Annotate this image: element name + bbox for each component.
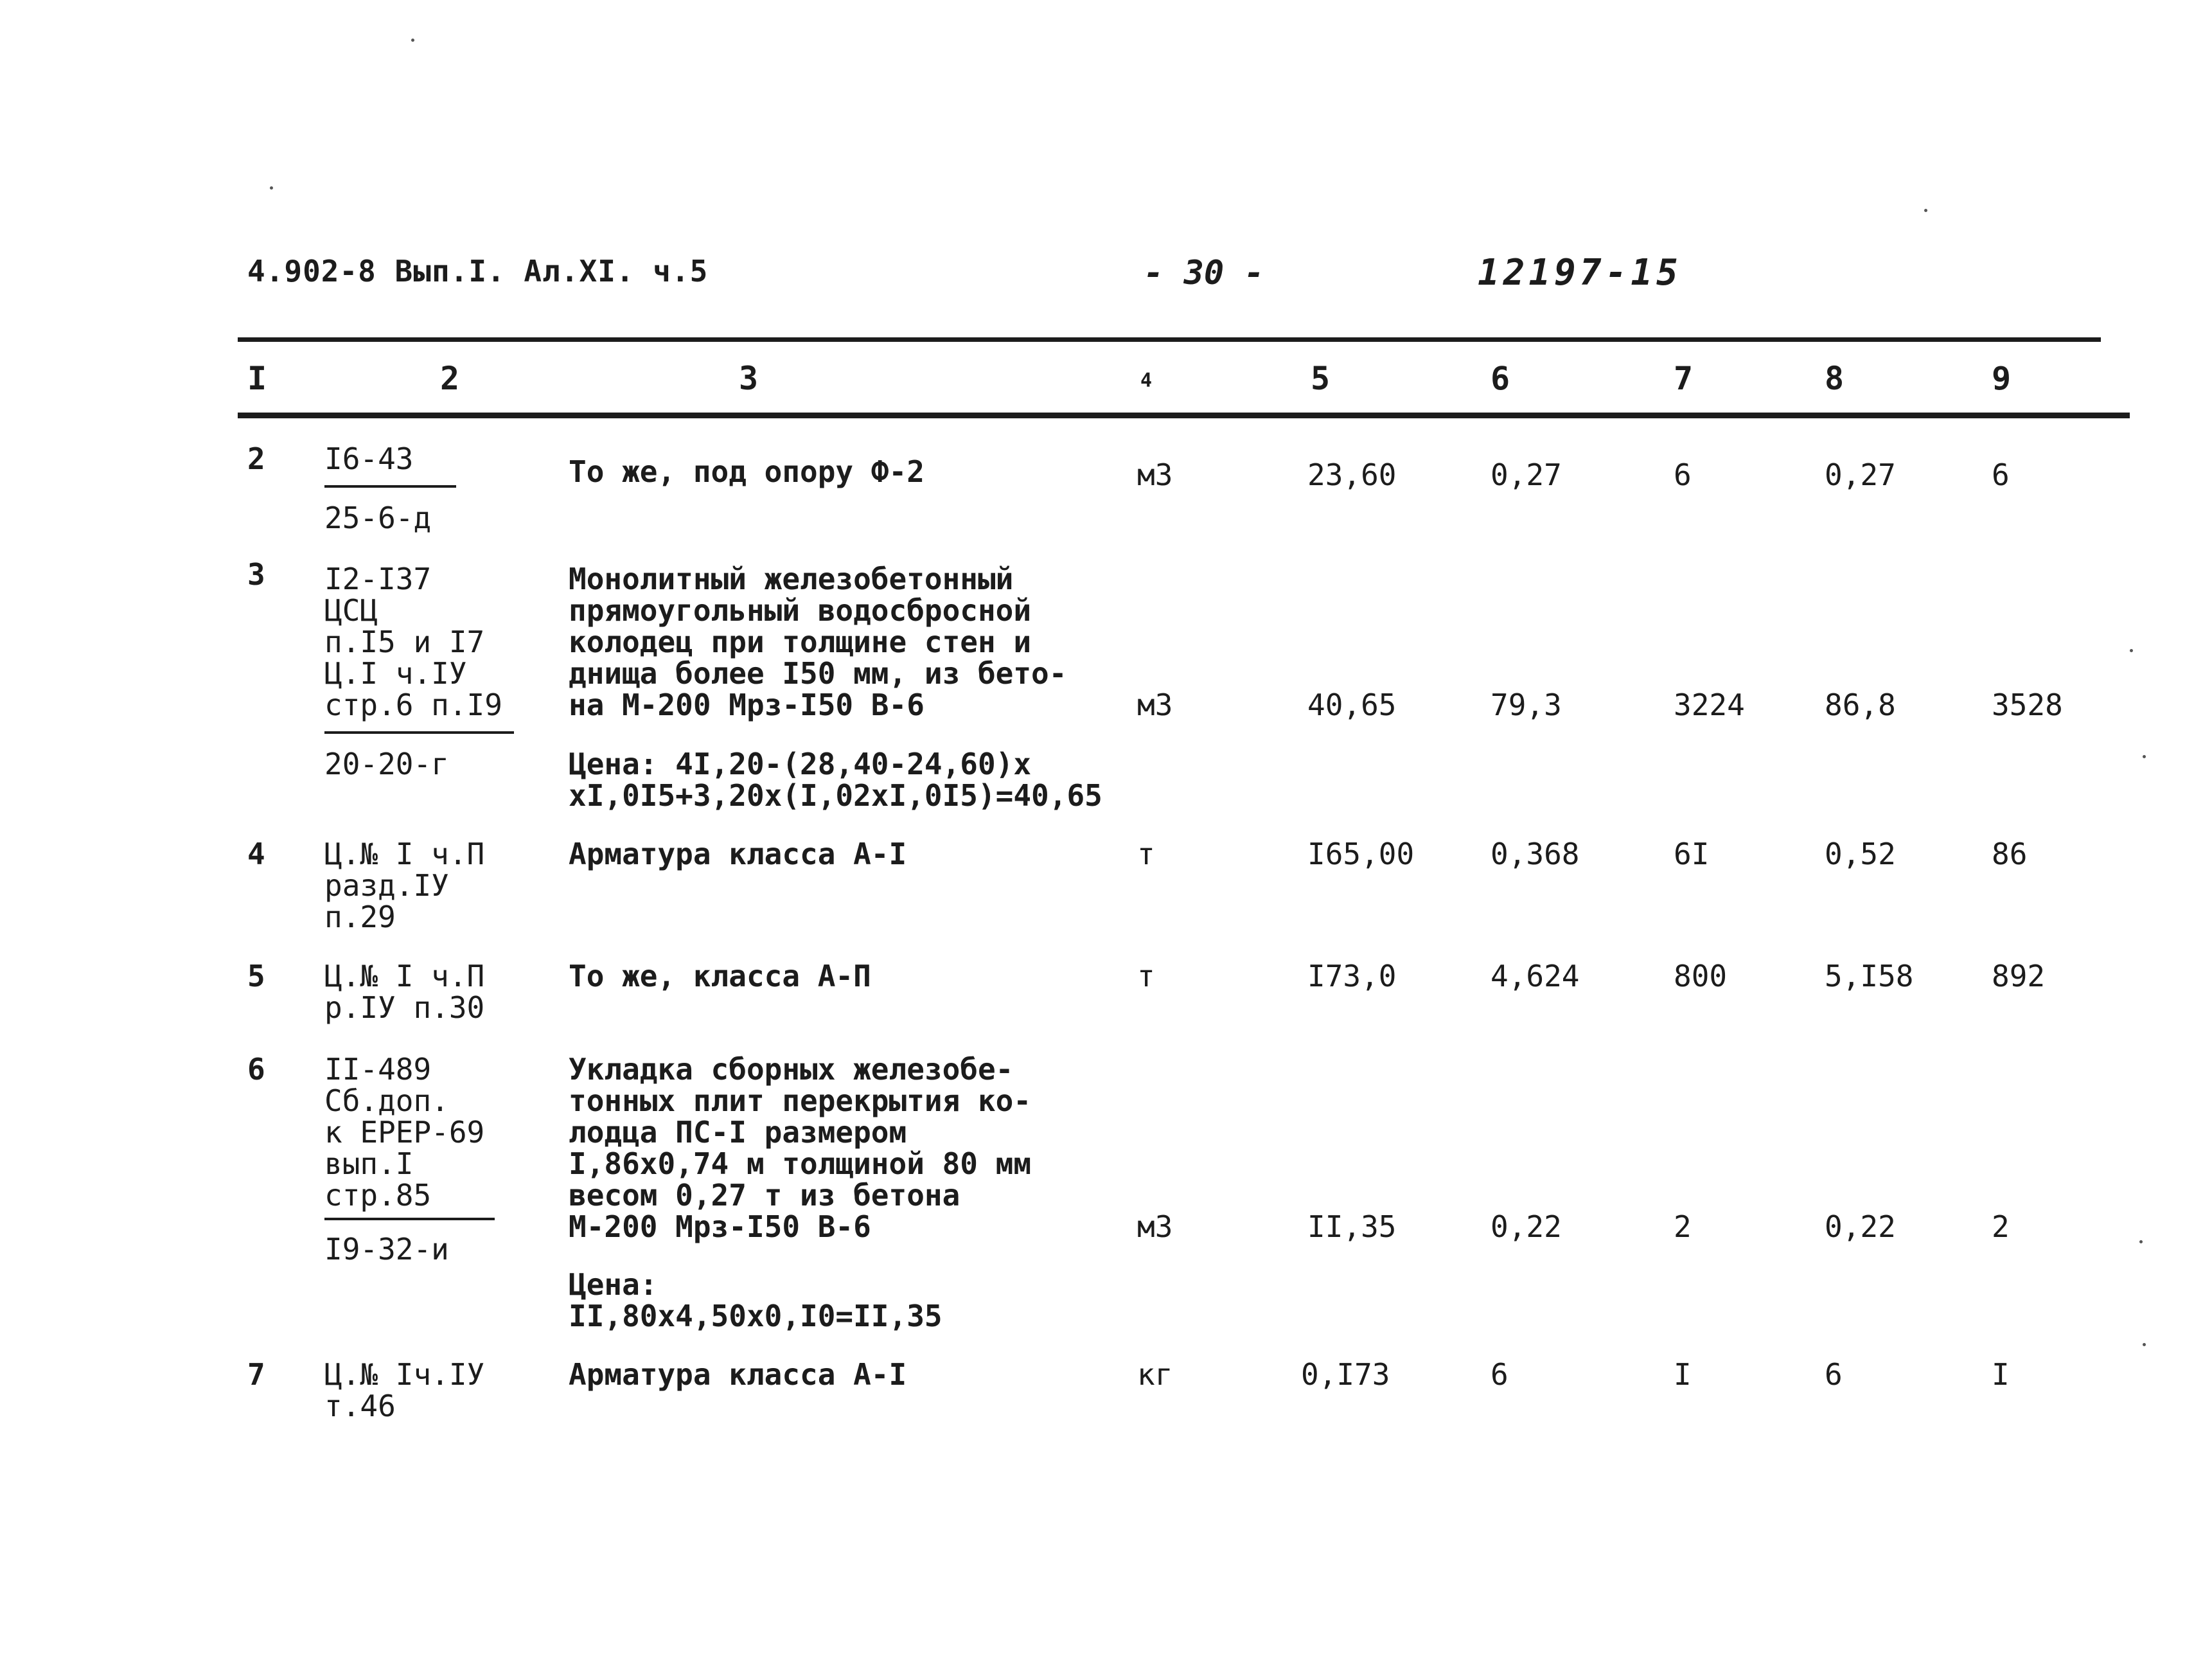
norm-code: Ц.№ Iч.IУ т.46: [324, 1357, 485, 1423]
cost-b: 6: [1992, 458, 2010, 492]
unit: т: [1137, 837, 1155, 871]
unit: м3: [1137, 688, 1173, 722]
price-code: 25-6-д: [324, 501, 432, 535]
table-header-rule: [238, 413, 2130, 418]
column-header-1: I: [247, 360, 267, 397]
unit-price: II,35: [1307, 1209, 1397, 1244]
cost-b: 892: [1992, 959, 2046, 993]
row-number: 6: [247, 1052, 265, 1087]
price-code: 20-20-г: [324, 747, 449, 781]
cost-a: I: [1674, 1357, 1692, 1392]
scan-speck: [2143, 755, 2146, 758]
cost-a: 3224: [1674, 688, 1745, 722]
row-number: 3: [247, 557, 265, 592]
scan-speck: [2130, 649, 2133, 652]
column-header-2: 2: [440, 360, 460, 397]
cost-b: 86: [1992, 837, 2028, 871]
quantity-b: 0,22: [1825, 1209, 1896, 1244]
archive-number: 12197-15: [1478, 252, 1682, 294]
unit: м3: [1137, 458, 1173, 492]
norm-code: I6-43: [324, 441, 414, 476]
unit-price: 0,I73: [1301, 1357, 1390, 1392]
column-header-6: 6: [1491, 360, 1510, 397]
quantity-a: 79,3: [1491, 688, 1562, 722]
work-description: То же, класса А-П: [569, 959, 871, 993]
norm-code: Ц.№ I ч.П разд.IУ п.29: [324, 837, 485, 934]
cost-b: 2: [1992, 1209, 2010, 1244]
quantity-a: 0,22: [1491, 1209, 1562, 1244]
work-description: Укладка сборных железобе- тонных плит перекрытия ко- лодца ПС-I размером I,86х0,74 м толщиной 80 мм весом 0,27 т из бетона М-200 Мрз-I50 В-6: [569, 1052, 1032, 1244]
quantity-a: 6: [1491, 1357, 1509, 1392]
price-code: I9-32-и: [324, 1232, 449, 1267]
unit-price: I65,00: [1307, 837, 1415, 871]
price-calculation: Цена: 4I,20-(28,40-24,60)х хI,0I5+3,20х(I,02хI,0I5)=40,65: [569, 747, 1102, 813]
row-number: 5: [247, 959, 265, 993]
scan-speck: [411, 39, 414, 42]
cost-a: 6I: [1674, 837, 1710, 871]
page-number: - 30 -: [1144, 254, 1264, 292]
norm-code: II-489 Сб.доп. к ЕРЕР-69 вып.I стр.85: [324, 1052, 485, 1213]
unit: кг: [1137, 1357, 1173, 1392]
quantity-b: 6: [1825, 1357, 1843, 1392]
quantity-a: 0,27: [1491, 458, 1562, 492]
code-underline: [324, 1218, 495, 1220]
cost-b: I: [1992, 1357, 2010, 1392]
work-description: То же, под опору Ф-2: [569, 454, 925, 489]
column-header-7: 7: [1674, 360, 1694, 397]
code-underline: [324, 731, 514, 734]
work-description: Арматура класса А-I: [569, 1357, 907, 1392]
document-reference: 4.902-8 Вып.I. Ал.XI. ч.5: [247, 254, 709, 289]
norm-code: I2-I37 ЦСЦ п.I5 и I7 Ц.I ч.IУ стр.6 п.I9: [324, 562, 502, 722]
row-number: 2: [247, 441, 265, 476]
scan-speck: [270, 186, 273, 190]
column-header-8: 8: [1825, 360, 1845, 397]
unit-price: I73,0: [1307, 959, 1397, 993]
column-header-3: 3: [739, 360, 759, 397]
unit: т: [1137, 959, 1155, 993]
work-description: Монолитный железобетонный прямоугольный водосбросной колодец при толщине стен и днища более I50 мм, из бето- на М-200 Мрз-I50 В-6: [569, 562, 1067, 722]
scan-speck: [2139, 1240, 2143, 1243]
column-header-4: 4: [1140, 369, 1153, 392]
norm-code: Ц.№ I ч.П р.IУ п.30: [324, 959, 485, 1025]
work-description: Арматура класса А-I: [569, 837, 907, 871]
row-number: 4: [247, 837, 265, 871]
scan-speck: [2143, 1343, 2146, 1346]
table-top-rule: [238, 337, 2101, 342]
quantity-b: 5,I58: [1825, 959, 1914, 993]
quantity-a: 4,624: [1491, 959, 1580, 993]
unit-price: 40,65: [1307, 688, 1397, 722]
unit: м3: [1137, 1209, 1173, 1244]
cost-b: 3528: [1992, 688, 2063, 722]
quantity-b: 0,52: [1825, 837, 1896, 871]
row-number: 7: [247, 1357, 265, 1392]
code-underline: [324, 485, 456, 488]
quantity-b: 0,27: [1825, 458, 1896, 492]
quantity-b: 86,8: [1825, 688, 1896, 722]
column-header-9: 9: [1992, 360, 2012, 397]
price-calculation: Цена: II,80х4,50х0,I0=II,35: [569, 1267, 942, 1333]
cost-a: 2: [1674, 1209, 1692, 1244]
quantity-a: 0,368: [1491, 837, 1580, 871]
column-header-5: 5: [1311, 360, 1331, 397]
scan-speck: [1924, 209, 1927, 212]
cost-a: 800: [1674, 959, 1728, 993]
cost-a: 6: [1674, 458, 1692, 492]
unit-price: 23,60: [1307, 458, 1397, 492]
